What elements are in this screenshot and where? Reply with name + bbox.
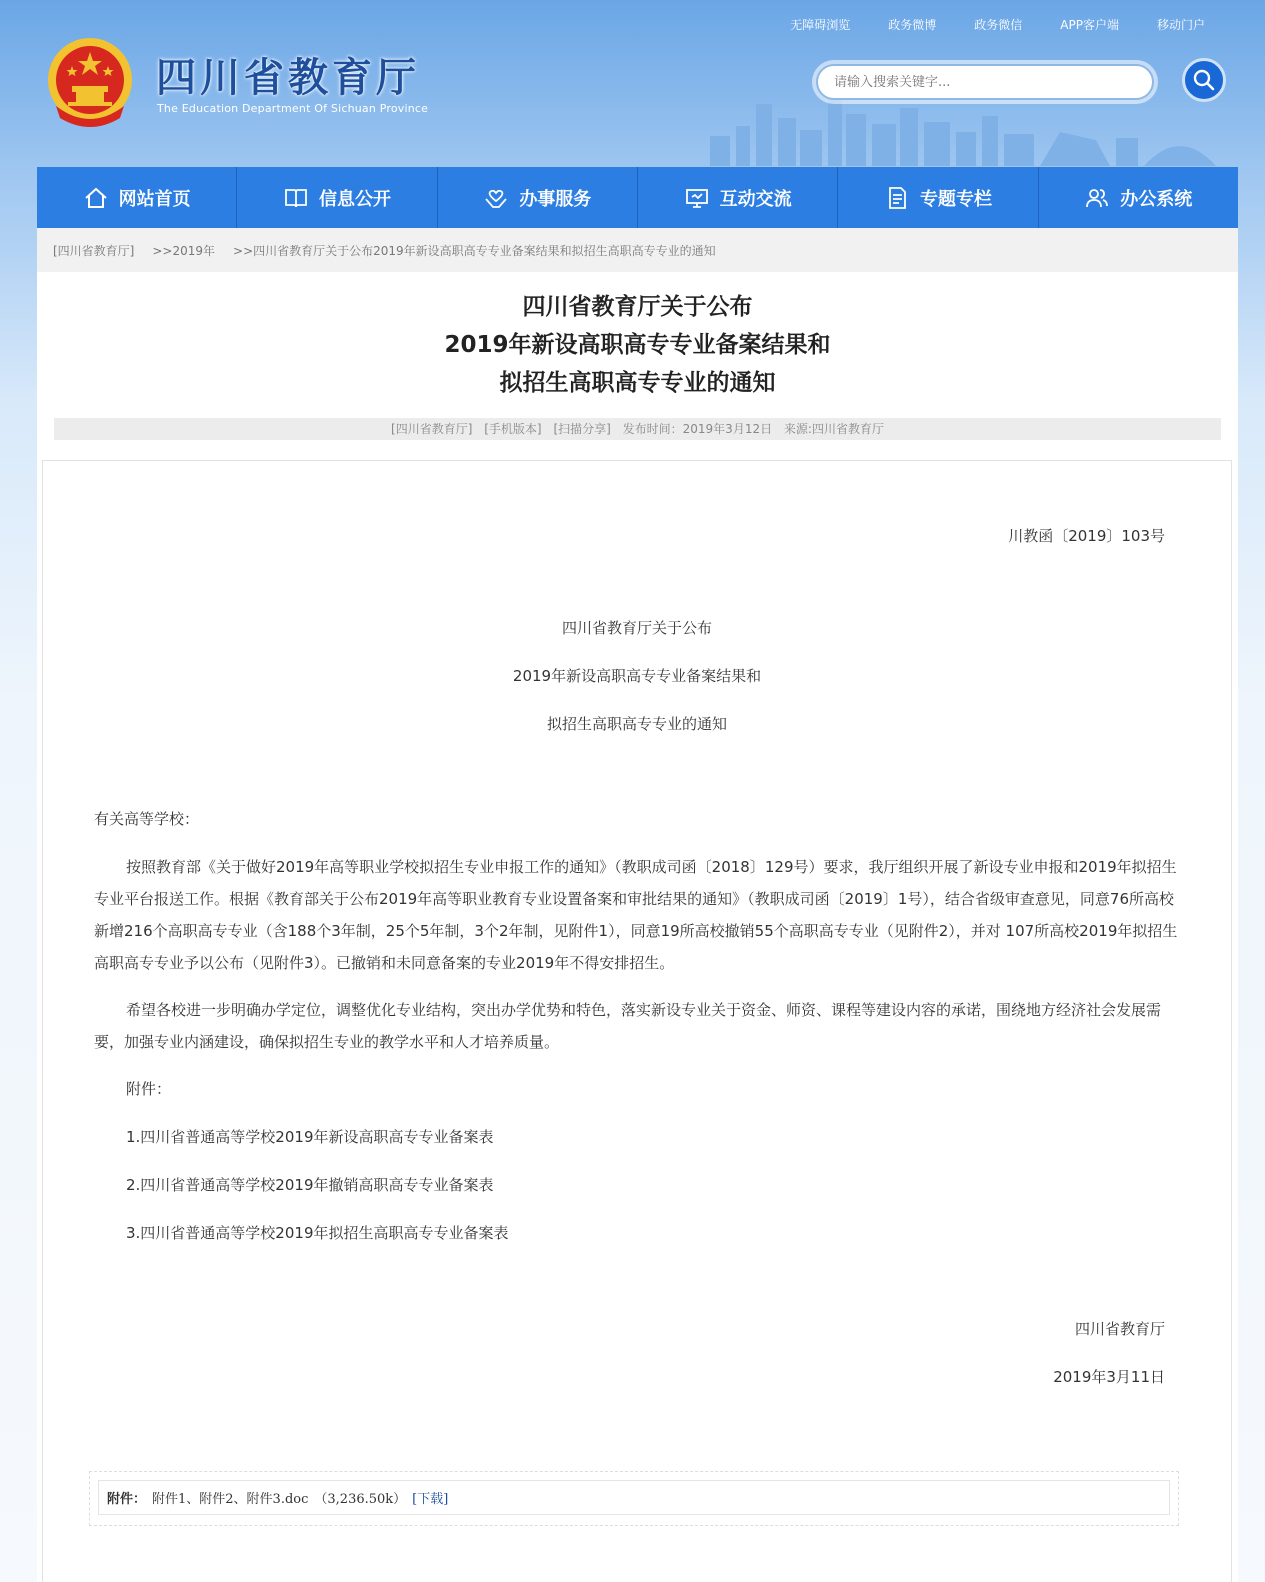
top-link-accessibility[interactable]: 无障碍浏览 (790, 18, 851, 32)
attachment-item: 2.四川省普通高等学校2019年撤销高职高专专业备案表 (126, 1176, 494, 1194)
download-row (98, 1480, 1170, 1515)
breadcrumb-current[interactable]: >>四川省教育厅关于公布2019年新设高职高专专业备案结果和拟招生高职高专专业的通知 (233, 243, 716, 258)
search-input[interactable] (816, 64, 1154, 100)
search-icon (1192, 68, 1216, 92)
home-icon (83, 185, 109, 211)
breadcrumb (37, 228, 1238, 272)
top-link-app[interactable]: APP客户端 (1060, 18, 1119, 32)
nav-home-label: 网站首页 (118, 188, 191, 210)
meta-publish-time: 发布时间：2019年3月12日 (622, 422, 773, 436)
nav-info[interactable] (237, 167, 437, 228)
meta-mobile-link[interactable]: [手机版本] (484, 422, 542, 436)
nav-office[interactable] (1039, 167, 1238, 228)
top-link-mobile[interactable]: 移动门户 (1156, 18, 1205, 32)
article-title-line: 拟招生高职高专专业的通知 (499, 370, 776, 396)
body-title-line: 2019年新设高职高专专业备案结果和 (512, 667, 762, 685)
city-skyline-icon (700, 96, 1230, 166)
site-header (0, 0, 1265, 167)
nav-service[interactable] (438, 167, 638, 228)
download-label: 附件： (107, 1492, 147, 1507)
body-title-line: 拟招生高职高专专业的通知 (546, 715, 727, 733)
book-icon (283, 185, 309, 211)
nav-interaction-label: 互动交流 (719, 188, 792, 210)
salutation: 有关高等学校： (94, 810, 200, 828)
main-nav (37, 167, 1238, 228)
signature: 四川省教育厅 (1074, 1320, 1165, 1338)
nav-interaction[interactable] (638, 167, 838, 228)
monitor-icon (684, 185, 710, 211)
hands-icon (483, 185, 509, 211)
article-title (37, 288, 1238, 402)
main-panel (37, 228, 1238, 1582)
nav-service-label: 办事服务 (519, 188, 592, 210)
body-paragraph: 希望各校进一步明确办学定位，调整优化专业结构，突出办学优势和特色，落实新设专业关于资金、师资、课程等建设内容的承诺，围绕地方经济社会发展需要，加强专业内涵建设，确保拟招生专业的教学水平和人才培养质量。 (94, 1001, 1162, 1051)
search-box (812, 60, 1158, 104)
users-icon (1084, 185, 1110, 211)
article-title-line: 四川省教育厅关于公布 (522, 294, 753, 320)
nav-info-label: 信息公开 (318, 188, 391, 210)
meta-share-link[interactable]: [扫描分享] (553, 422, 611, 436)
nav-office-label: 办公系统 (1120, 188, 1193, 210)
document-icon (884, 185, 910, 211)
document-number: 川教函〔2019〕103号 (1008, 527, 1165, 545)
body-title-line: 四川省教育厅关于公布 (561, 619, 712, 637)
nav-special-label: 专题专栏 (919, 188, 992, 210)
article-title-line: 2019年新设高职高专专业备案结果和 (444, 332, 831, 358)
site-subtitle: The Education Department Of Sichuan Province (157, 102, 429, 115)
body-paragraph: 按照教育部《关于做好2019年高等职业学校拟招生专业申报工作的通知》（教职成司函〔2018〕129号）要求，我厅组织开展了新设专业申报和2019年拟招生专业平台报送工作。根据《教育部关于公布2019年高等职业教育专业设置备案和审批结果的通知》（教职成司函〔2019〕1号），结合省级审查意见，同意76所高校新增216个高职高专专业（含188个3年制，25个5年制，3个2年制，见附件1），同意19所高校撤销55个高职高专专业（见附件2），并对 107所高校2019年拟招生高职高专专业予以公布（见附件3）。已撤销和未同意备案的专业2019年不得安排招生。 (94, 858, 1178, 972)
nav-home[interactable] (37, 167, 237, 228)
attachment-item: 1.四川省普通高等学校2019年新设高职高专专业备案表 (126, 1128, 494, 1146)
meta-source-link[interactable]: [四川省教育厅] (391, 422, 473, 436)
download-link[interactable]: [下载] (412, 1492, 449, 1507)
top-link-weibo[interactable]: 政务微博 (888, 18, 937, 32)
attachments-label: 附件： (126, 1080, 172, 1098)
signature-date: 2019年3月11日 (1053, 1368, 1165, 1386)
article-content (42, 460, 1232, 1582)
site-title: 四川省教育厅 (156, 55, 420, 101)
article-meta (54, 418, 1221, 440)
top-links (790, 16, 1205, 33)
national-emblem-icon (46, 36, 134, 128)
breadcrumb-year[interactable]: >>2019年 (152, 243, 216, 258)
breadcrumb-home[interactable]: [四川省教育厅] (53, 243, 135, 258)
top-link-wechat[interactable]: 政务微信 (974, 18, 1023, 32)
meta-source: 来源:四川省教育厅 (783, 422, 884, 436)
attachment-item: 3.四川省普通高等学校2019年拟招生高职高专专业备案表 (126, 1224, 509, 1242)
download-box (89, 1471, 1179, 1526)
download-files: 附件1、附件2、附件3.doc (152, 1492, 309, 1507)
search-button[interactable] (1182, 58, 1226, 102)
download-size: （3,236.50k） (314, 1492, 407, 1507)
nav-special[interactable] (838, 167, 1038, 228)
